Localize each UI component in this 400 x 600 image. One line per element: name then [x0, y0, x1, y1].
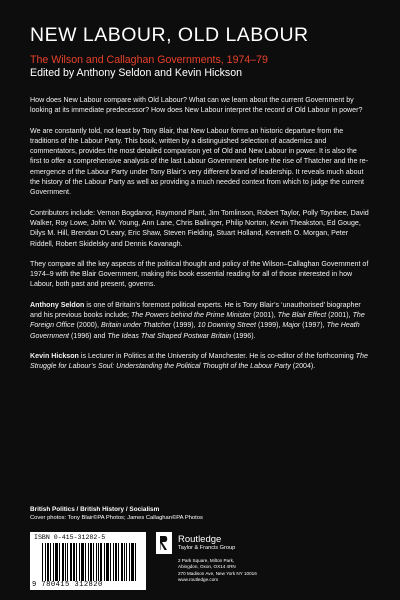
barcode-bar: [96, 543, 97, 581]
barcode-bar: [126, 543, 127, 581]
barcode-bar: [129, 543, 130, 581]
barcode-bar: [115, 543, 117, 581]
barcode-bar: [65, 543, 66, 581]
barcode-bar: [93, 543, 94, 581]
barcode-bar: [79, 543, 80, 581]
routledge-logo-icon: [156, 532, 172, 554]
barcode-bar: [104, 543, 105, 581]
barcode-bar: [90, 543, 92, 581]
barcode-bars: [42, 543, 138, 581]
barcode-bar: [53, 543, 54, 581]
barcode-bar: [121, 543, 123, 581]
barcode-bar: [50, 543, 51, 581]
barcode-bar: [45, 543, 46, 581]
barcode-bar: [106, 543, 109, 581]
barcode-bar: [70, 543, 72, 581]
barcode-bar: [67, 543, 68, 581]
publisher-address: 2 Park Square, Milton Park, Abingdon, Oxon, OX14 4RN 270 Madison Ave, New York NY 10016 www.routledge.com: [178, 558, 257, 583]
barcode-bar: [85, 543, 86, 581]
isbn-barcode: [30, 532, 146, 590]
contributors-paragraph: Contributors include: Vernon Bogdanor, Raymond Plant, Jim Tomlinson, Robert Taylor, Polly Toynbee, David Walker, Roy Lowe, John W. Young, Ann Lane, Chris Ballinger, Philip Norton, Kevin Theakston, Ed Gouge, Dilys M. Hill, Brendan O’Leary, Eric Shaw, Steven Fielding, Stuart Holland, Kenneth O. Morgan, Peter Riddell, Robert Skidelsky and Dennis Kavanagh.: [30, 208, 369, 248]
barcode-bar: [47, 543, 49, 581]
book-title: NEW LABOUR, OLD LABOUR: [30, 24, 309, 46]
barcode-bar: [100, 543, 102, 581]
seldon-name: Anthony Seldon: [30, 300, 85, 309]
barcode-bar: [88, 543, 89, 581]
book-subtitle: The Wilson and Callaghan Governments, 1974–79: [30, 54, 268, 66]
blurb-paragraph-2: We are constantly told, not least by Tony Blair, that New Labour forms an historic departure from the traditions of the Labour Party. This book, written by a distinguished selection of academics and commentators, provides the most detailed comparison yet of Old and New Labour in power. It is also the first to offer a comprehensive analysis of the last Labour Government before the rise of Thatcher and the re-emergence of the Labour Party under Tony Blair’s very different brand of leadership. It reveals much about the history of the Labour Party as well as providing a much needed context from which to judge the current Government.: [30, 126, 369, 197]
isbn-label: ISBN 0-415-31282-5: [34, 534, 106, 541]
blurb-paragraph-1: How does New Labour compare with Old Labour? What can we learn about the current Government by looking at its immediate predecessor? How does New Labour interpret the record of Old Labour in power?: [30, 96, 363, 115]
publisher-name: Routledge: [178, 534, 222, 545]
subject-categories: British Politics / British History / Socialism: [30, 506, 160, 513]
barcode-bar: [42, 543, 43, 581]
publisher-group: Taylor & Francis Group: [178, 545, 236, 551]
book-editors: Edited by Anthony Seldon and Kevin Hickson: [30, 67, 243, 79]
hickson-name: Kevin Hickson: [30, 351, 79, 360]
barcode-bar: [113, 543, 114, 581]
barcode-bar: [98, 543, 99, 581]
barcode-bar: [118, 543, 119, 581]
barcode-bar: [110, 543, 111, 581]
barcode-bar: [55, 543, 58, 581]
barcode-bar: [59, 543, 60, 581]
barcode-bar: [62, 543, 64, 581]
barcode-bar: [135, 543, 136, 581]
barcode-bar: [131, 543, 134, 581]
hickson-bio: Kevin Hickson is Lecturer in Politics at the University of Manchester. He is co-editor of the forthcoming The Struggle for Labour’s Soul: Understanding the Political Thought of the Labour Party (2004).: [30, 351, 368, 371]
barcode-bar: [124, 543, 125, 581]
barcode-bar: [81, 543, 84, 581]
barcode-bar: [76, 543, 77, 581]
photo-credits: Cover photos: Tony Blair©PA Photos; James Callaghan©PA Photos: [30, 515, 203, 521]
barcode-digits: 9 780415 312820: [32, 581, 103, 589]
barcode-bar: [73, 543, 75, 581]
blurb-paragraph-4: They compare all the key aspects of the political thought and policy of the Wilson–Callaghan Government of 1974–9 with the Blair Government, making this book essential reading for all of those interested in how Labour, both past and present, governs.: [30, 259, 369, 289]
seldon-bio: Anthony Seldon is one of Britain’s foremost political experts. He is Tony Blair’s ‘unauthorised’ biographer and his previous books include; The Powers behind the Prime Minister (2001), The Blair Effect (2001), The Foreign Office (2000), Britain under Thatcher (1999), 10 Downing Street (1999), Major (1997), The Heath Government (1996) and The Ideas That Shaped Postwar Britain (1996).: [30, 300, 365, 340]
